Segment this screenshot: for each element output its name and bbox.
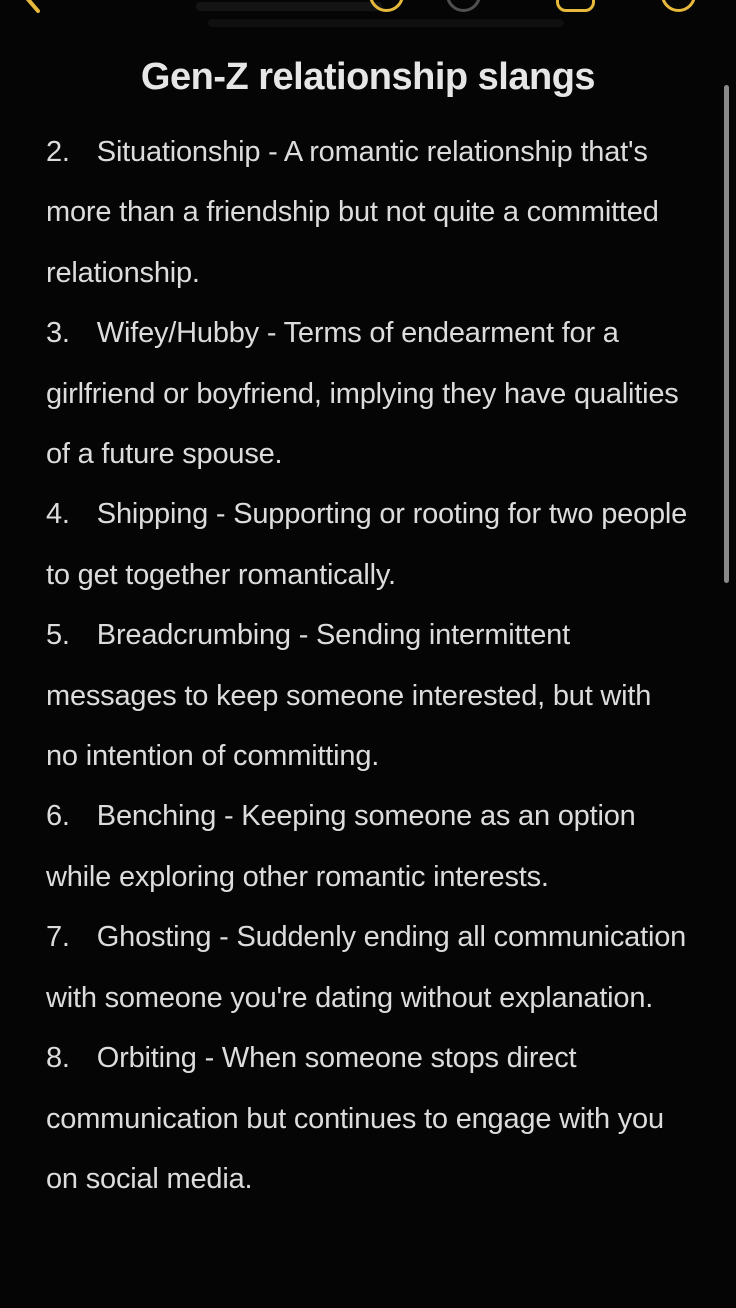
list-item-text: Benching - Keeping someone as an option while exploring other romantic interests. <box>46 800 636 893</box>
list-item <box>46 786 690 907</box>
list-item-number: 4. <box>46 498 70 531</box>
list-item-text: Ghosting - Suddenly ending all communication with someone you're dating without explanation. <box>46 921 687 1014</box>
back-chevron-icon[interactable] <box>22 0 44 15</box>
list-item <box>46 122 690 303</box>
list-item-text: Situationship - A romantic relationship that's more than a friendship but not quite a committed relationship. <box>46 136 659 289</box>
list-item <box>46 484 690 605</box>
document-body <box>46 122 690 1209</box>
list-item-number: 3. <box>46 317 70 350</box>
toolbar <box>0 0 736 15</box>
list-item <box>46 1028 690 1209</box>
list-item-number: 5. <box>46 619 70 652</box>
list-item <box>46 605 690 786</box>
list-item-text: Wifey/Hubby - Terms of endearment for a girlfriend or boyfriend, implying they have qualities of a future spouse. <box>46 317 679 471</box>
list-item-text: Shipping - Supporting or rooting for two people to get together romantically. <box>46 498 688 591</box>
circle-outline-icon[interactable] <box>661 0 696 12</box>
list-item-number: 7. <box>46 921 70 954</box>
list-item <box>46 907 690 1028</box>
toolbar-faint-subtitle <box>208 19 564 27</box>
list-item <box>46 303 690 484</box>
bottom-fade-overlay <box>0 1282 736 1308</box>
rounded-square-outline-icon[interactable] <box>556 0 595 12</box>
toolbar-faint-title <box>196 2 382 11</box>
page-title: Gen-Z relationship slangs <box>140 56 596 98</box>
circle-outline-gray-icon[interactable] <box>446 0 481 12</box>
list-item-text: Orbiting - When someone stops direct communication but continues to engage with you on social media. <box>46 1042 664 1195</box>
list-item-number: 6. <box>46 800 70 833</box>
scrollbar-thumb[interactable] <box>724 85 729 583</box>
list-item-number: 2. <box>46 136 70 168</box>
list-item-number: 8. <box>46 1042 70 1075</box>
list-item-text: Breadcrumbing - Sending intermittent messages to keep someone interested, but with no intention of committing. <box>46 619 652 773</box>
